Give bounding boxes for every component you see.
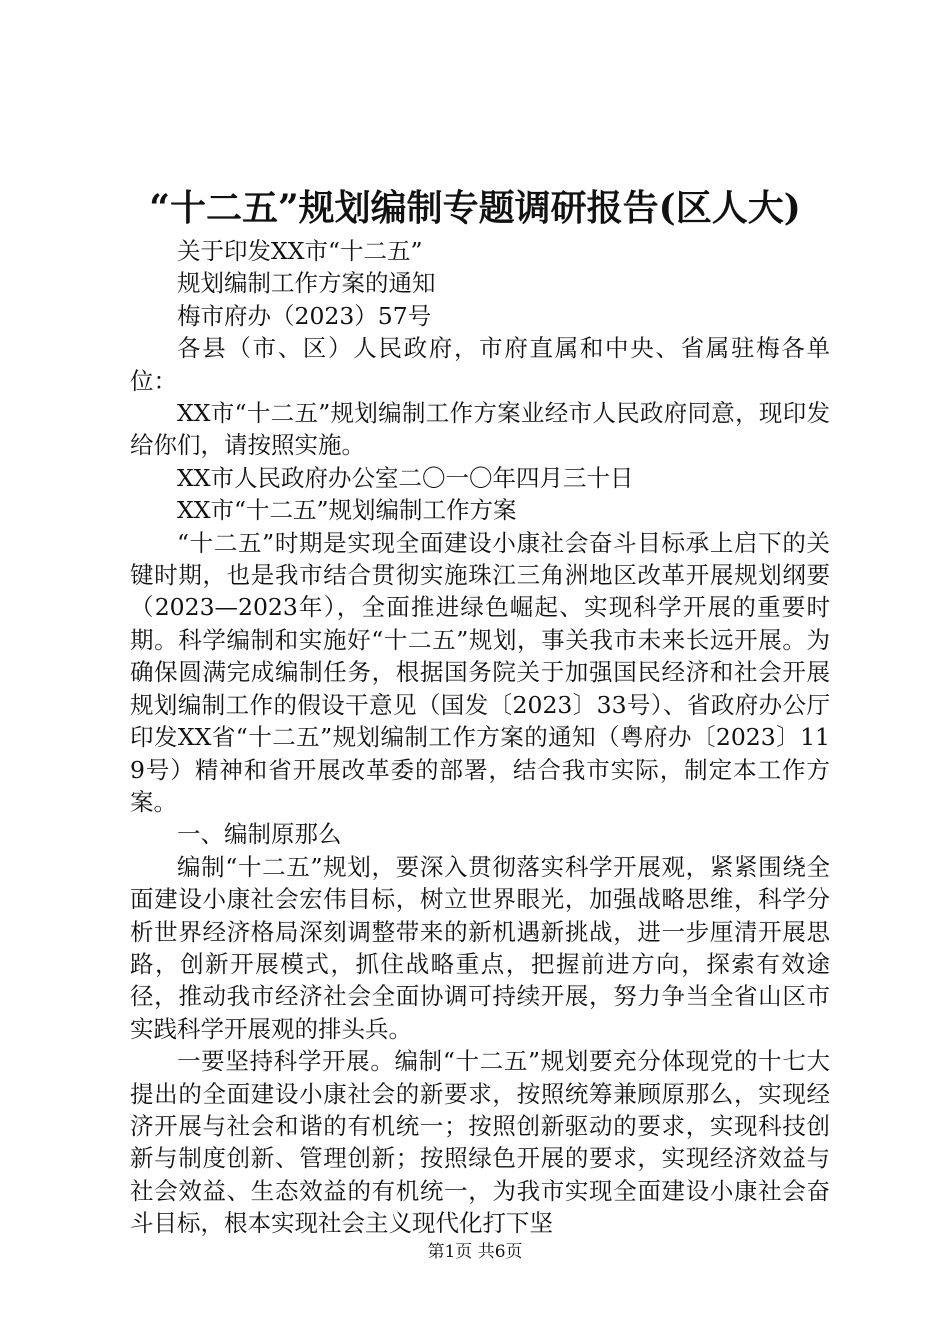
paragraph-notice-body: XX市“十二五”规划编制工作方案业经市人民政府同意，现印发给你们，请按照实施。 bbox=[130, 399, 830, 460]
document-body bbox=[130, 235, 830, 1240]
paragraph-notice-title-2: 规划编制工作方案的通知 bbox=[177, 269, 436, 298]
paragraph-principles: 编制“十二五”规划，要深入贯彻落实科学开展观，紧紧围绕全面建设小康社会宏伟目标，树立世界眼光，加强战略思维，科学分析世界经济格局深刻调整带来的新机遇新挑战，进一步厘清开展思路，创新开展模式，抓住战略重点，把握前进方向，探索有效途径，推动我市经济社会全面协调可持续开展，努力争当全省山区市实践科学开展观的排头兵。 bbox=[130, 852, 830, 1043]
paragraph-issuer-date: XX市人民政府办公室二〇一〇年四月三十日 bbox=[177, 463, 634, 492]
paragraph-recipients: 各县（市、区）人民政府，市府直属和中央、省属驻梅各单位： bbox=[130, 334, 830, 395]
paragraph-document-number: 梅市府办（2023）57号 bbox=[177, 301, 432, 330]
paragraph-principle-one: 一要坚持科学开展。编制“十二五”规划要充分体现党的十七大提出的全面建设小康社会的新要求，按照统筹兼顾原那么，实现经济开展与社会和谐的有机统一；按照创新驱动的要求，实现科技创新与制度创新、管理创新；按照绿色开展的要求，实现经济效益与社会效益、生态效益的有机统一，为我市实现全面建设小康社会奋斗目标，根本实现社会主义现代化打下坚 bbox=[130, 1047, 830, 1238]
document-title: “十二五”规划编制专题调研报告(区人大) bbox=[149, 187, 801, 229]
paragraph-notice-title-1: 关于印发XX市“十二五” bbox=[177, 237, 423, 265]
paragraph-intro: “十二五”时期是实现全面建设小康社会奋斗目标承上启下的关键时期，也是我市结合贯彻实施珠江三角洲地区改革开展规划纲要（2023—2023年），全面推进绿色崛起、实现科学开展的重要时期。科学编制和实施好“十二五”规划，事关我市未来长远开展。为确保圆满完成编制任务，根据国务院关于加强国民经济和社会开展规划编制工作的假设干意见（国发〔2023〕33号）、省政府办公厅印发XX省“十二五”规划编制工作方案的通知（粤府办〔2023〕119号）精神和省开展改革委的部署，结合我市实际，制定本工作方案。 bbox=[130, 528, 830, 816]
paragraph-section-heading: 一、编制原那么 bbox=[177, 820, 342, 849]
page-footer: 第1页 共6页 bbox=[427, 1242, 523, 1262]
paragraph-plan-title: XX市“十二五”规划编制工作方案 bbox=[177, 496, 517, 525]
